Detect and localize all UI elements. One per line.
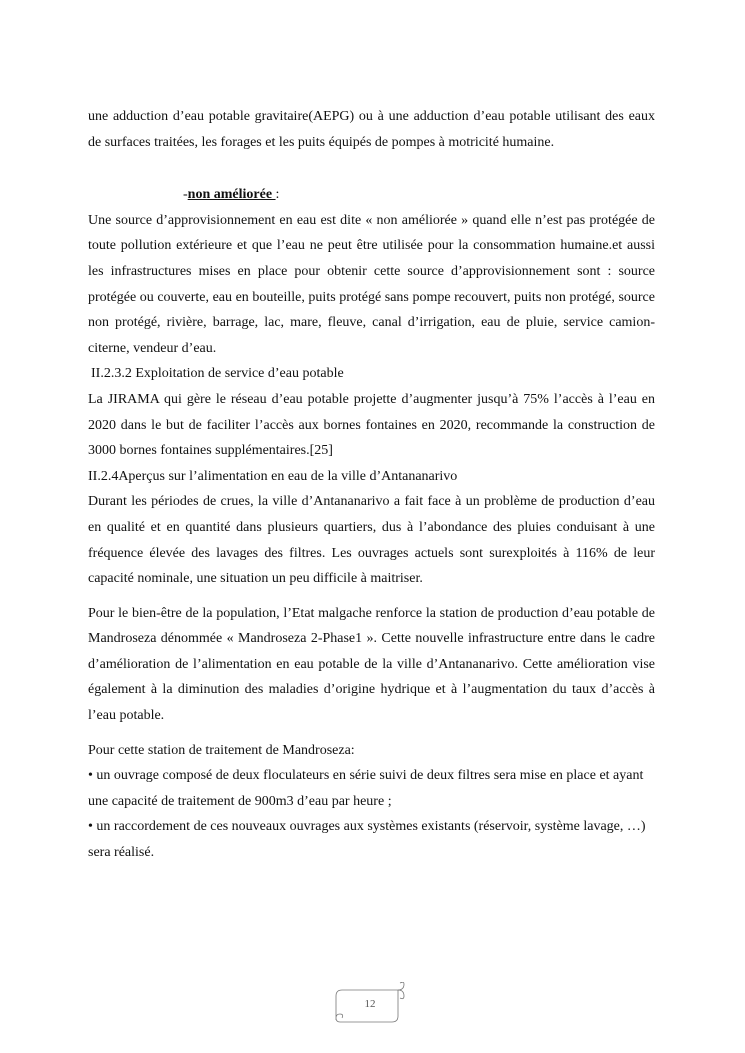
section-title-2-3-2: II.2.3.2 Exploitation de service d’eau potable xyxy=(91,366,344,382)
bullet-raccordement: • un raccordement de ces nouveaux ouvrages aux systèmes existants (réservoir, système lavage, …) sera réalisé. xyxy=(88,819,646,861)
heading-prefix: - xyxy=(183,187,188,203)
page-number-scroll xyxy=(334,982,406,1024)
paragraph-station-intro: Pour cette station de traitement de Mandroseza: xyxy=(88,742,355,758)
document-body xyxy=(88,104,655,866)
non-amelioree-heading xyxy=(88,182,655,208)
paragraph-aepg: une adduction d’eau potable gravitaire(AEPG) ou à une adduction d’eau potable utilisant des eaux de surfaces traitées, les forages et les puits équipés de pompes à motricité humaine. xyxy=(88,109,655,150)
paragraph-non-amelioree: Une source d’approvisionnement en eau est dite « non améliorée » quand elle n’est pas protégée de toute pollution extérieure et que l’eau ne peut être utilisée pour la consommation humaine.et aussi les infrastructures mises en place pour obtenir cette source d’approvisionnement sont : source protégée ou couverte, eau en bouteille, puits protégé sans pompe recouvert, puits non protégé, source non protégé, rivière, barrage, lac, mare, fleuve, canal d’irrigation, eau de pluie, service camion-citerne, vendeur d’eau. xyxy=(88,212,655,356)
paragraph-mandroseza: Pour le bien-être de la population, l’Etat malgache renforce la station de production d’eau potable de Mandroseza dénommée « Mandroseza 2-Phase1 ». Cette nouvelle infrastructure entre dans le cadre d’amélioration de l’alimentation en eau potable de la ville d’Antananarivo. Cette amélioration vise également à la diminution des maladies d’origine hydrique et à l’augmentation du taux d’accès à l’eau potable. xyxy=(88,605,655,724)
heading-label: non améliorée xyxy=(187,187,276,203)
heading-suffix: : xyxy=(275,187,280,203)
bullet-ouvrage: • un ouvrage composé de deux floculateurs en série suivi de deux filtres sera mise en place et ayant une capacité de traitement de 900m3 d’eau par heure ; xyxy=(88,768,644,809)
section-title-2-4: II.2.4Aperçus sur l’alimentation en eau de la ville d’Antananarivo xyxy=(88,468,458,484)
paragraph-jirama: La JIRAMA qui gère le réseau d’eau potable projette d’augmenter jusqu’à 75% l’accès à l’eau en 2020 dans le but de faciliter l’accès aux bornes fontaines en 2020, recommande la construction de 3000 bornes fontaines supplémentaires.[25] xyxy=(88,391,655,459)
paragraph-crues: Durant les périodes de crues, la ville d’Antananarivo a fait face à un problème de production d’eau en qualité et en quantité dans plusieurs quartiers, dus à l’abondance des pluies conduisant à une fréquence élevée des lavages des filtres. Les ouvrages actuels sont surexploités à 116% de leur capacité nominale, une situation un peu difficile à maitriser. xyxy=(88,494,655,587)
page-number: 12 xyxy=(364,998,376,1010)
